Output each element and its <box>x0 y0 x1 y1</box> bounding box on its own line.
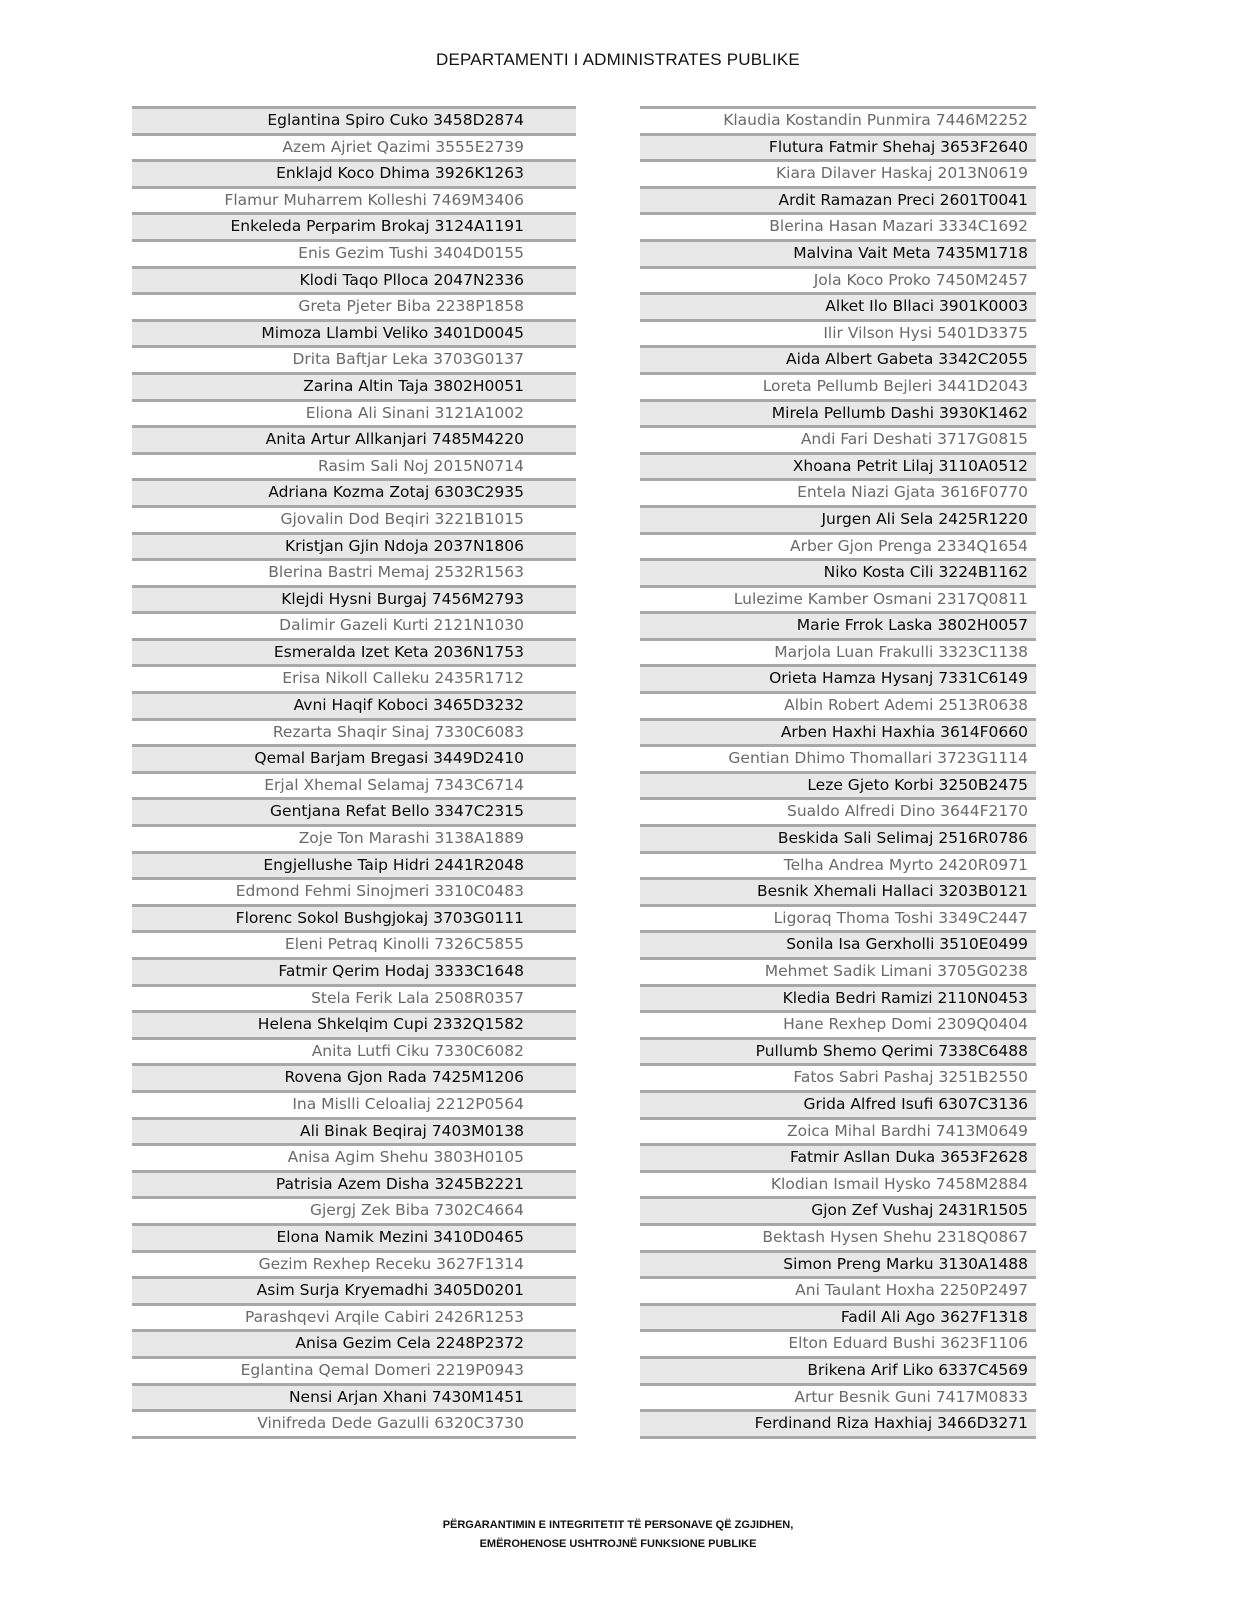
list-item: Mimoza Llambi Veliko 3401D0045 <box>132 322 576 349</box>
list-item: Rasim Sali Noj 2015N0714 <box>132 455 576 482</box>
list-item: Eglantina Spiro Cuko 3458D2874 <box>132 109 576 136</box>
list-item: Fatos Sabri Pashaj 3251B2550 <box>640 1066 1036 1093</box>
list-item: Xhoana Petrit Lilaj 3110A0512 <box>640 455 1036 482</box>
list-item: Ferdinand Riza Haxhiaj 3466D3271 <box>640 1412 1036 1439</box>
list-item: Arber Gjon Prenga 2334Q1654 <box>640 535 1036 562</box>
list-item: Arben Haxhi Haxhia 3614F0660 <box>640 721 1036 748</box>
list-item: Parashqevi Arqile Cabiri 2426R1253 <box>132 1306 576 1333</box>
list-item: Eliona Ali Sinani 3121A1002 <box>132 402 576 429</box>
list-item: Klodian Ismail Hysko 7458M2884 <box>640 1173 1036 1200</box>
list-item: Dalimir Gazeli Kurti 2121N1030 <box>132 614 576 641</box>
list-item: Ani Taulant Hoxha 2250P2497 <box>640 1279 1036 1306</box>
list-item: Flamur Muharrem Kolleshi 7469M3406 <box>132 189 576 216</box>
list-item: Anita Lutfi Ciku 7330C6082 <box>132 1040 576 1067</box>
list-item: Erisa Nikoll Calleku 2435R1712 <box>132 667 576 694</box>
list-item: Kiara Dilaver Haskaj 2013N0619 <box>640 162 1036 189</box>
list-item: Flutura Fatmir Shehaj 3653F2640 <box>640 136 1036 163</box>
list-item: Simon Preng Marku 3130A1488 <box>640 1253 1036 1280</box>
list-item: Jurgen Ali Sela 2425R1220 <box>640 508 1036 535</box>
list-item: Aida Albert Gabeta 3342C2055 <box>640 348 1036 375</box>
list-item: Gentian Dhimo Thomallari 3723G1114 <box>640 747 1036 774</box>
list-item: Patrisia Azem Disha 3245B2221 <box>132 1173 576 1200</box>
list-item: Florenc Sokol Bushgjokaj 3703G0111 <box>132 907 576 934</box>
list-item: Kristjan Gjin Ndoja 2037N1806 <box>132 535 576 562</box>
footer-line-2: EMËROHENOSE USHTROJNË FUNKSIONE PUBLIKE <box>479 1538 757 1550</box>
list-item: Klaudia Kostandin Punmira 7446M2252 <box>640 109 1036 136</box>
right-name-list <box>640 106 1036 1439</box>
list-item: Leze Gjeto Korbi 3250B2475 <box>640 774 1036 801</box>
list-item: Mirela Pellumb Dashi 3930K1462 <box>640 402 1036 429</box>
list-item: Andi Fari Deshati 3717G0815 <box>640 428 1036 455</box>
list-item: Marie Frrok Laska 3802H0057 <box>640 614 1036 641</box>
list-item: Bektash Hysen Shehu 2318Q0867 <box>640 1226 1036 1253</box>
list-item: Ali Binak Beqiraj 7403M0138 <box>132 1120 576 1147</box>
list-item: Enis Gezim Tushi 3404D0155 <box>132 242 576 269</box>
list-item: Esmeralda Izet Keta 2036N1753 <box>132 641 576 668</box>
list-item: Gentjana Refat Bello 3347C2315 <box>132 800 576 827</box>
list-item: Klodi Taqo Plloca 2047N2336 <box>132 269 576 296</box>
list-item: Vinifreda Dede Gazulli 6320C3730 <box>132 1412 576 1439</box>
list-item: Blerina Bastri Memaj 2532R1563 <box>132 561 576 588</box>
list-item: Rovena Gjon Rada 7425M1206 <box>132 1066 576 1093</box>
list-item: Rezarta Shaqir Sinaj 7330C6083 <box>132 721 576 748</box>
list-item: Beskida Sali Selimaj 2516R0786 <box>640 827 1036 854</box>
list-item: Anisa Gezim Cela 2248P2372 <box>132 1332 576 1359</box>
list-item: Eleni Petraq Kinolli 7326C5855 <box>132 933 576 960</box>
list-item: Nensi Arjan Xhani 7430M1451 <box>132 1386 576 1413</box>
page-title: DEPARTAMENTI I ADMINISTRATES PUBLIKE <box>436 50 800 69</box>
page-footer <box>0 1516 1236 1554</box>
list-item: Ligoraq Thoma Toshi 3349C2447 <box>640 907 1036 934</box>
list-item: Klejdi Hysni Burgaj 7456M2793 <box>132 588 576 615</box>
list-item: Zoje Ton Marashi 3138A1889 <box>132 827 576 854</box>
list-item: Gezim Rexhep Receku 3627F1314 <box>132 1253 576 1280</box>
list-item: Elona Namik Mezini 3410D0465 <box>132 1226 576 1253</box>
list-item: Erjal Xhemal Selamaj 7343C6714 <box>132 774 576 801</box>
list-item: Ardit Ramazan Preci 2601T0041 <box>640 189 1036 216</box>
list-item: Zarina Altin Taja 3802H0051 <box>132 375 576 402</box>
list-item: Zoica Mihal Bardhi 7413M0649 <box>640 1120 1036 1147</box>
list-item: Anita Artur Allkanjari 7485M4220 <box>132 428 576 455</box>
list-item: Azem Ajriet Qazimi 3555E2739 <box>132 136 576 163</box>
list-item: Adriana Kozma Zotaj 6303C2935 <box>132 481 576 508</box>
list-item: Gjovalin Dod Beqiri 3221B1015 <box>132 508 576 535</box>
list-item: Jola Koco Proko 7450M2457 <box>640 269 1036 296</box>
list-item: Sonila Isa Gerxholli 3510E0499 <box>640 933 1036 960</box>
list-item: Gjergj Zek Biba 7302C4664 <box>132 1199 576 1226</box>
list-item: Drita Baftjar Leka 3703G0137 <box>132 348 576 375</box>
footer-line-1: PËRGARANTIMIN E INTEGRITETIT TË PERSONAVE QË ZGJIDHEN, <box>442 1519 794 1531</box>
list-item: Edmond Fehmi Sinojmeri 3310C0483 <box>132 880 576 907</box>
list-item: Lulezime Kamber Osmani 2317Q0811 <box>640 588 1036 615</box>
list-item: Grida Alfred Isufi 6307C3136 <box>640 1093 1036 1120</box>
list-item: Brikena Arif Liko 6337C4569 <box>640 1359 1036 1386</box>
list-item: Enklajd Koco Dhima 3926K1263 <box>132 162 576 189</box>
list-item: Albin Robert Ademi 2513R0638 <box>640 694 1036 721</box>
list-item: Avni Haqif Koboci 3465D3232 <box>132 694 576 721</box>
list-item: Kledia Bedri Ramizi 2110N0453 <box>640 987 1036 1014</box>
list-item: Besnik Xhemali Hallaci 3203B0121 <box>640 880 1036 907</box>
list-item: Fatmir Qerim Hodaj 3333C1648 <box>132 960 576 987</box>
list-item: Anisa Agim Shehu 3803H0105 <box>132 1146 576 1173</box>
list-item: Pullumb Shemo Qerimi 7338C6488 <box>640 1040 1036 1067</box>
list-item: Mehmet Sadik Limani 3705G0238 <box>640 960 1036 987</box>
list-item: Blerina Hasan Mazari 3334C1692 <box>640 215 1036 242</box>
list-item: Engjellushe Taip Hidri 2441R2048 <box>132 854 576 881</box>
list-item: Malvina Vait Meta 7435M1718 <box>640 242 1036 269</box>
list-item: Artur Besnik Guni 7417M0833 <box>640 1386 1036 1413</box>
list-item: Enkeleda Perparim Brokaj 3124A1191 <box>132 215 576 242</box>
list-item: Marjola Luan Frakulli 3323C1138 <box>640 641 1036 668</box>
list-item: Qemal Barjam Bregasi 3449D2410 <box>132 747 576 774</box>
list-item: Fadil Ali Ago 3627F1318 <box>640 1306 1036 1333</box>
list-item: Eglantina Qemal Domeri 2219P0943 <box>132 1359 576 1386</box>
list-item: Niko Kosta Cili 3224B1162 <box>640 561 1036 588</box>
left-name-list <box>132 106 576 1439</box>
list-item: Ilir Vilson Hysi 5401D3375 <box>640 322 1036 349</box>
list-item: Entela Niazi Gjata 3616F0770 <box>640 481 1036 508</box>
list-item: Orieta Hamza Hysanj 7331C6149 <box>640 667 1036 694</box>
list-item: Fatmir Asllan Duka 3653F2628 <box>640 1146 1036 1173</box>
list-item: Hane Rexhep Domi 2309Q0404 <box>640 1013 1036 1040</box>
list-item: Alket Ilo Bllaci 3901K0003 <box>640 295 1036 322</box>
list-item: Ina Mislli Celoaliaj 2212P0564 <box>132 1093 576 1120</box>
list-item: Elton Eduard Bushi 3623F1106 <box>640 1332 1036 1359</box>
list-item: Helena Shkelqim Cupi 2332Q1582 <box>132 1013 576 1040</box>
list-item: Asim Surja Kryemadhi 3405D0201 <box>132 1279 576 1306</box>
list-item: Stela Ferik Lala 2508R0357 <box>132 987 576 1014</box>
list-item: Sualdo Alfredi Dino 3644F2170 <box>640 800 1036 827</box>
list-item: Gjon Zef Vushaj 2431R1505 <box>640 1199 1036 1226</box>
list-item: Loreta Pellumb Bejleri 3441D2043 <box>640 375 1036 402</box>
list-item: Telha Andrea Myrto 2420R0971 <box>640 854 1036 881</box>
list-item: Greta Pjeter Biba 2238P1858 <box>132 295 576 322</box>
